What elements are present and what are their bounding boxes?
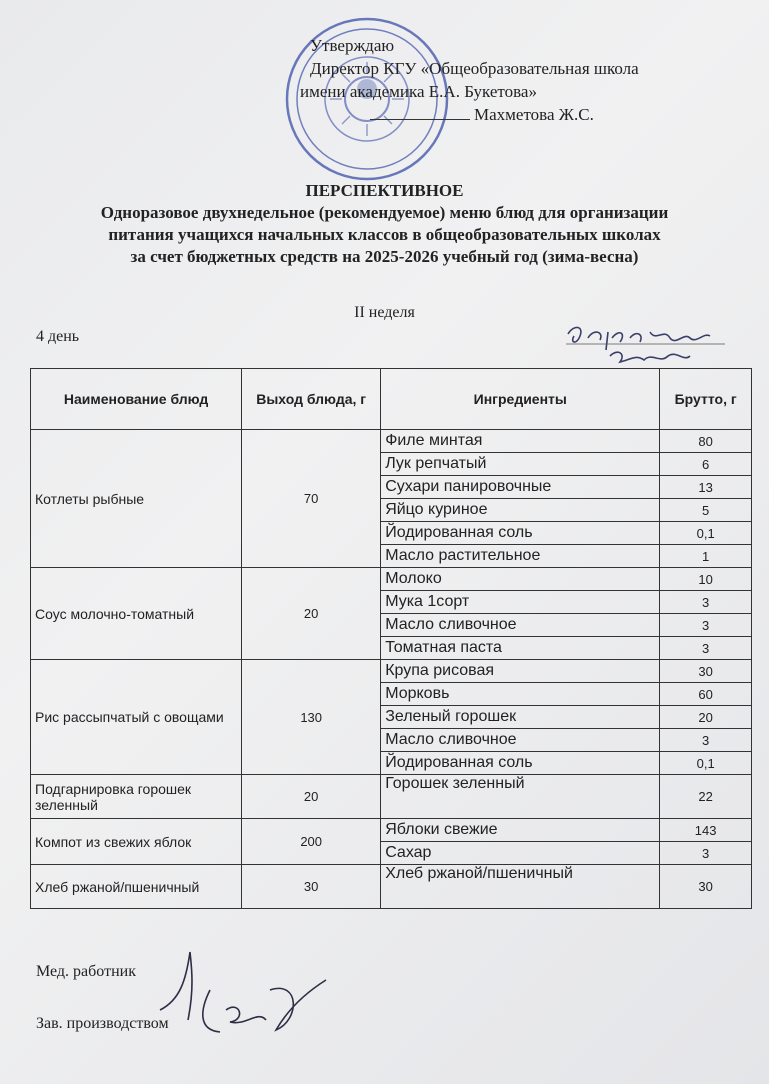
table-header (31, 369, 752, 430)
ingredient-name: Масло сливочное (381, 729, 660, 752)
dish-name: Компот из свежих яблок (31, 819, 242, 865)
ingredient-name: Мука 1сорт (381, 591, 660, 614)
table-row (31, 865, 752, 909)
director-name: Махметова Ж.С. (474, 105, 594, 124)
dish-name: Соус молочно-томатный (31, 568, 242, 660)
dish-output: 130 (242, 660, 381, 775)
production-label: Зав. производством (36, 1015, 169, 1032)
approval-line2: Директор КГУ «Общеобразовательная школа (310, 59, 639, 78)
ingredient-name: Сухари панировочные (381, 476, 660, 499)
dish-output: 20 (242, 775, 381, 819)
ingredient-gross: 20 (660, 706, 752, 729)
menu-table (30, 368, 752, 909)
ingredient-gross: 3 (660, 842, 752, 865)
ingredient-gross: 3 (660, 591, 752, 614)
approval-line4 (300, 103, 639, 126)
medic-label: Мед. работник (36, 963, 136, 980)
ingredient-name: Йодированная соль (381, 522, 660, 545)
table-row (31, 819, 752, 842)
ingredient-name: Сахар (381, 842, 660, 865)
dish-output: 70 (242, 430, 381, 568)
ingredient-name: Масло растительное (381, 545, 660, 568)
ingredient-name: Хлеб ржаной/пшеничный (381, 865, 660, 909)
ingredient-gross: 6 (660, 453, 752, 476)
dish-name: Рис рассыпчатый с овощами (31, 660, 242, 775)
ingredient-gross: 13 (660, 476, 752, 499)
approval-line1: Утверждаю (310, 36, 395, 55)
dish-name: Хлеб ржаной/пшеничный (31, 865, 242, 909)
table-row (31, 568, 752, 591)
ingredient-gross: 3 (660, 614, 752, 637)
ingredient-gross: 80 (660, 430, 752, 453)
ingredient-name: Зеленый горошек (381, 706, 660, 729)
ingredient-name: Филе минтая (381, 430, 660, 453)
ingredient-gross: 0,1 (660, 752, 752, 775)
ingredient-gross: 5 (660, 499, 752, 522)
document-title (0, 180, 769, 268)
ingredient-name: Горошек зеленный (381, 775, 660, 819)
title-line1: ПЕРСПЕКТИВНОЕ (305, 181, 464, 200)
ingredient-name: Молоко (381, 568, 660, 591)
ingredient-name: Яблоки свежие (381, 819, 660, 842)
ingredient-name: Томатная паста (381, 637, 660, 660)
ingredient-gross: 10 (660, 568, 752, 591)
ingredient-gross: 30 (660, 660, 752, 683)
handwritten-signature (150, 950, 330, 1070)
dish-output: 200 (242, 819, 381, 865)
table-row (31, 660, 752, 683)
title-line2: Одноразовое двухнедельное (рекомендуемое) меню блюд для организации (100, 203, 669, 222)
approval-block (300, 34, 639, 126)
ingredient-gross: 3 (660, 637, 752, 660)
ingredient-name: Морковь (381, 683, 660, 706)
table-row (31, 430, 752, 453)
handwritten-date (560, 320, 730, 370)
ingredient-name: Крупа рисовая (381, 660, 660, 683)
ingredient-name: Масло сливочное (381, 614, 660, 637)
ingredient-gross: 1 (660, 545, 752, 568)
header-gross: Брутто, г (660, 369, 752, 430)
week-label: II неделя (354, 304, 415, 321)
ingredient-gross: 3 (660, 729, 752, 752)
ingredient-gross: 0,1 (660, 522, 752, 545)
ingredient-gross: 30 (660, 865, 752, 909)
title-line3: питания учащихся начальных классов в общеобразовательных школах (108, 225, 661, 244)
dish-name: Котлеты рыбные (31, 430, 242, 568)
ingredient-gross: 22 (660, 775, 752, 819)
approval-line3: имени академика Е.А. Букетова» (300, 82, 537, 101)
ingredient-gross: 143 (660, 819, 752, 842)
ingredient-name: Йодированная соль (381, 752, 660, 775)
header-output: Выход блюда, г (242, 369, 381, 430)
table-row (31, 775, 752, 819)
header-dish: Наименование блюд (31, 369, 242, 430)
day-label: 4 день (36, 328, 80, 345)
ingredient-name: Лук репчатый (381, 453, 660, 476)
signature-line (370, 105, 470, 120)
dish-name: Подгарнировка горошек зеленный (31, 775, 242, 819)
dish-output: 20 (242, 568, 381, 660)
title-line4: за счет бюджетных средств на 2025-2026 учебный год (зима-весна) (130, 247, 639, 266)
dish-output: 30 (242, 865, 381, 909)
header-ingredients: Ингредиенты (381, 369, 660, 430)
ingredient-gross: 60 (660, 683, 752, 706)
ingredient-name: Яйцо куриное (381, 499, 660, 522)
